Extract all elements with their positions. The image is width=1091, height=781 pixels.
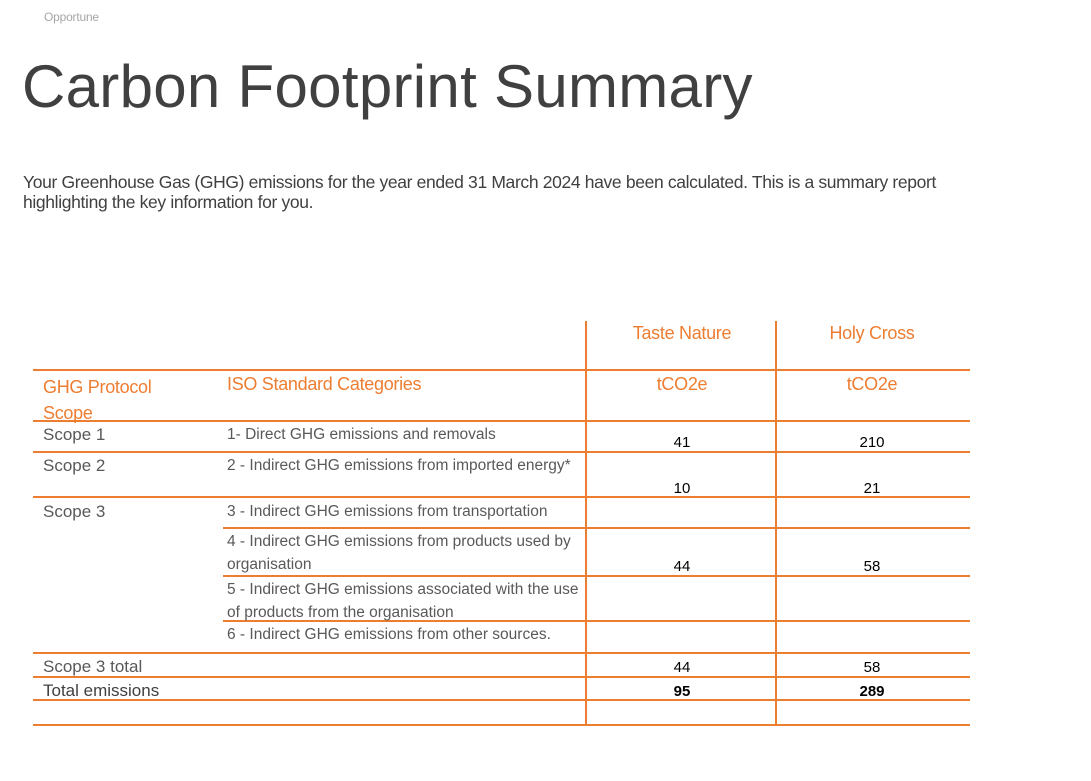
- category-1: 1- Direct GHG emissions and removals: [227, 426, 496, 443]
- category-3: 3 - Indirect GHG emissions from transportation: [227, 503, 548, 520]
- scope-1-value-org-1: 41: [673, 434, 691, 451]
- scope-1-value-org-2: 210: [859, 434, 885, 451]
- total-emissions-label: Total emissions: [43, 681, 160, 700]
- brand-label: Opportune: [44, 10, 99, 24]
- total-emissions-value-org-1: 95: [673, 683, 691, 700]
- scope-1-label: Scope 1: [43, 425, 106, 444]
- scope-3-value-org-1: 44: [673, 558, 691, 575]
- scope-2-value-org-2: 21: [863, 480, 881, 497]
- intro-text: Your Greenhouse Gas (GHG) emissions for the year ended 31 March 2024 have been calculated. This is a summary report highlighting the key information for you.: [23, 172, 937, 212]
- scope-2-value-org-1: 10: [673, 480, 691, 497]
- table-rule: [33, 724, 970, 726]
- table-rule: [33, 652, 970, 654]
- scope-2-label: Scope 2: [43, 456, 106, 475]
- category-2: 2 - Indirect GHG emissions from imported energy*: [227, 457, 571, 474]
- scope-3-label: Scope 3: [43, 502, 106, 521]
- column-header-categories: ISO Standard Categories: [227, 374, 422, 394]
- table-rule: [33, 451, 970, 453]
- scope-3-total-value-org-2: 58: [863, 659, 881, 676]
- category-6: 6 - Indirect GHG emissions from other sources.: [227, 626, 551, 643]
- column-header-unit-2: tCO2e: [846, 374, 898, 394]
- category-4: 4 - Indirect GHG emissions from products used by organisation: [227, 533, 571, 573]
- scope-3-total-value-org-1: 44: [673, 659, 691, 676]
- table-rule: [33, 369, 970, 371]
- category-5: 5 - Indirect GHG emissions associated with the use of products from the organisation: [227, 581, 579, 621]
- table-rule: [223, 527, 970, 529]
- column-header-org-1: Taste Nature: [632, 323, 732, 343]
- scope-3-value-org-2: 58: [863, 558, 881, 575]
- total-emissions-value-org-2: 289: [859, 683, 885, 700]
- table-rule: [33, 676, 970, 678]
- column-header-scope: GHG Protocol Scope: [43, 377, 152, 423]
- column-header-unit-1: tCO2e: [656, 374, 708, 394]
- scope-3-total-label: Scope 3 total: [43, 657, 143, 676]
- column-header-org-2: Holy Cross: [829, 323, 915, 343]
- page-title: Carbon Footprint Summary: [22, 53, 753, 120]
